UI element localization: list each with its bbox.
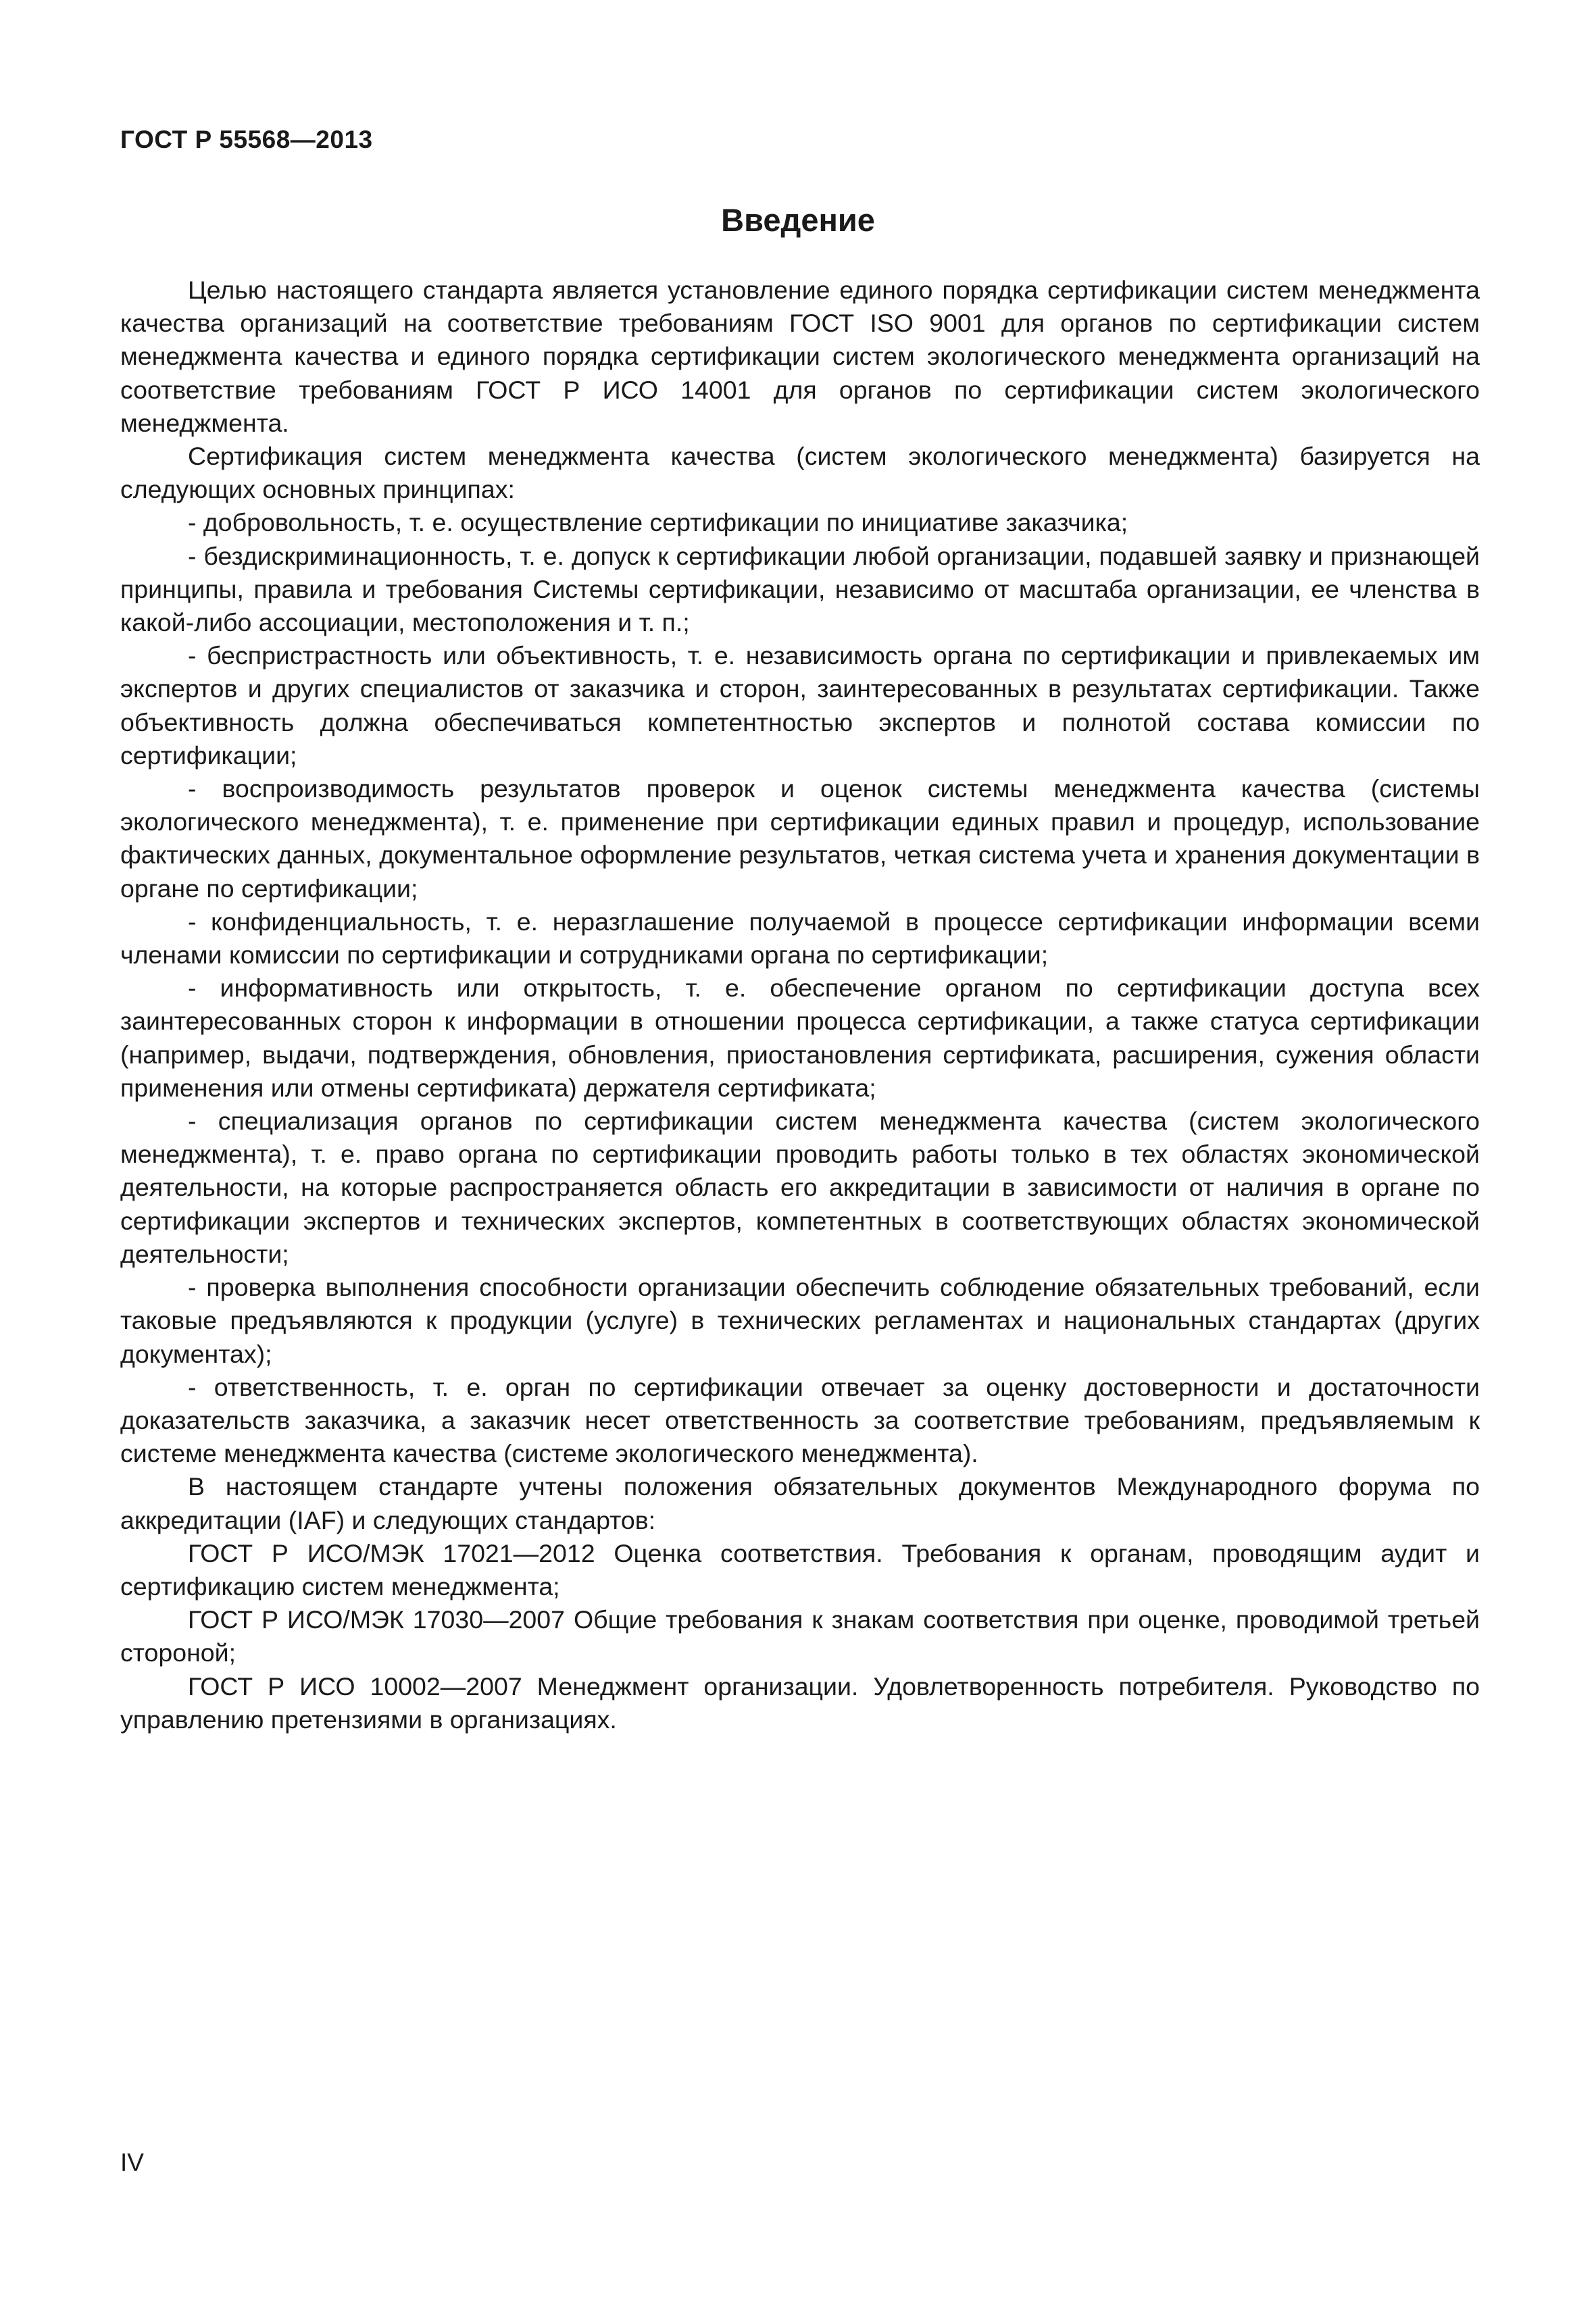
paragraph: - конфиденциальность, т. е. неразглашение получаемой в процессе сертификации информации всеми членами комиссии по сертификации и сотрудниками органа по сертификации; [120, 907, 1480, 970]
paragraph: - информативность или открытость, т. е. обеспечение органом по сертификации доступа всех заинтересованных сторон к информации в отношении процесса сертификации, а также статуса сертификации (например, выдачи, подтверждения, обновления, приостановления сертификата, расширения, сужения области применения или отмены сертификата) держателя сертификата; [120, 974, 1480, 1102]
paragraph: - добровольность, т. е. осуществление сертификации по инициативе заказчика; [188, 508, 1128, 537]
paragraph: ГОСТ Р ИСО/МЭК 17021—2012 Оценка соответствия. Требования к органам, проводящим аудит и сертификацию систем менеджмента; [120, 1538, 1480, 1601]
document-body [120, 274, 1480, 1736]
paragraph: - проверка выполнения способности организации обеспечить соблюдение обязательных требований, если таковые предъявляются к продукции (услуге) в технических регламентах и национальных стандартах (других документах); [120, 1273, 1480, 1368]
paragraph: - специализация органов по сертификации систем менеджмента качества (систем экологического менеджмента), т. е. право органа по сертификации проводить работы только в тех областях экономической деятельности, на которые распространяется область его аккредитации в зависимости от наличия в органе по сертификации экспертов и технических экспертов, компетентных в соответствующих областях экономической деятельности; [120, 1107, 1480, 1268]
document-code: ГОСТ Р 55568—2013 [120, 126, 373, 153]
paragraph: - бездискриминационность, т. е. допуск к сертификации любой организации, подавшей заявку и признающей принципы, правила и требования Системы сертификации, независимо от масштаба организации, ее членства в какой-либо ассоциации, местоположения и т. п.; [120, 541, 1480, 637]
paragraph: Сертификация систем менеджмента качества (систем экологического менеджмента) базируется на следующих основных принципах: [120, 442, 1480, 504]
page-number: IV [120, 2148, 144, 2176]
paragraph: - ответственность, т. е. орган по сертификации отвечает за оценку достоверности и достаточности доказательств заказчика, а заказчик несет ответственность за соответствие требованиям, предъявляемым к системе менеджмента качества (системе экологического менеджмента). [120, 1372, 1480, 1468]
paragraph: - воспроизводимость результатов проверок и оценок системы менеджмента качества (системы экологического менеджмента), т. е. применение при сертификации единых правил и процедур, использование фактических данных, документальное оформление результатов, четкая система учета и хранения документации в органе по сертификации; [120, 774, 1480, 903]
paragraph: ГОСТ Р ИСО 10002—2007 Менеджмент организации. Удовлетворенность потребителя. Руководство по управлению претензиями в организациях. [120, 1671, 1480, 1734]
paragraph: ГОСТ Р ИСО/МЭК 17030—2007 Общие требования к знакам соответствия при оценке, проводимой третьей стороной; [120, 1605, 1480, 1667]
section-title: Введение [721, 202, 875, 238]
paragraph: Целью настоящего стандарта является установление единого порядка сертификации систем менеджмента качества организаций на соответствие требованиям ГОСТ ISO 9001 для органов по сертификации систем менеджмента качества и единого порядка сертификации систем экологического менеджмента организаций на соответствие требованиям ГОСТ Р ИСО 14001 для органов по сертификации систем экологического менеджмента. [120, 276, 1480, 437]
paragraph: В настоящем стандарте учтены положения обязательных документов Международного форума по аккредитации (IAF) и следующих стандартов: [120, 1472, 1480, 1534]
paragraph: - беспристрастность или объективность, т. е. независимость органа по сертификации и привлекаемых им экспертов и других специалистов от заказчика и сторон, заинтересованных в результатах сертификации. Также объективность должна обеспечиваться компетентностью экспертов и полнотой состава комиссии по сертификации; [120, 641, 1480, 770]
